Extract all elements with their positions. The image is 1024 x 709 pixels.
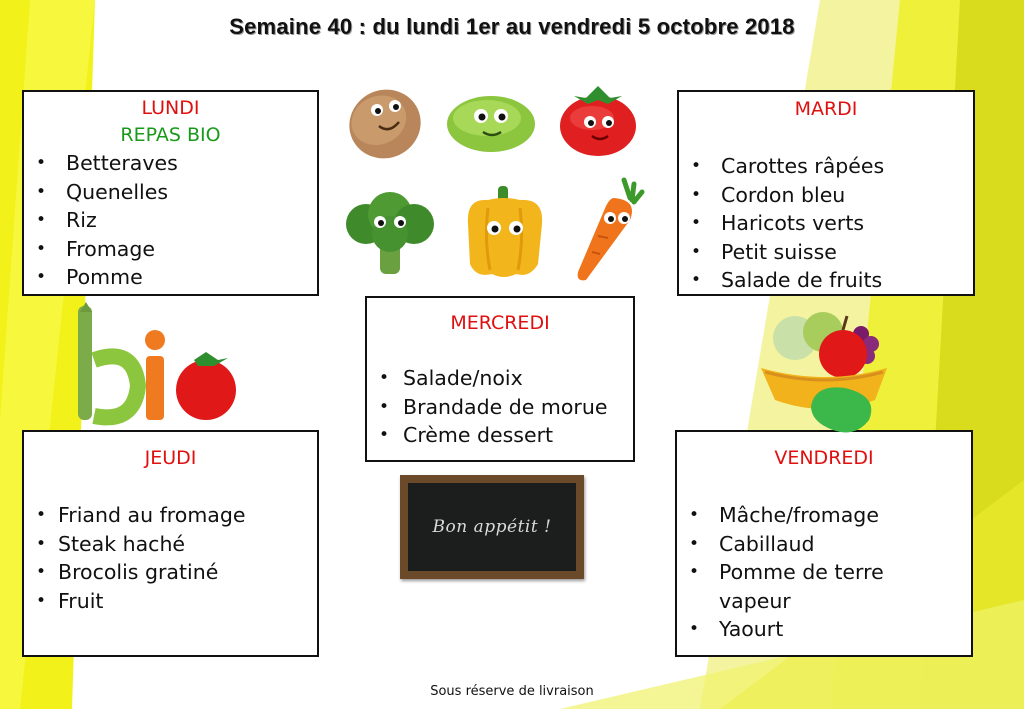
- chalkboard-text: Bon appétit !: [432, 517, 552, 537]
- vendredi-menu-list: [677, 501, 971, 644]
- list-item: • Betteraves: [24, 149, 317, 178]
- mardi-heading: MARDI: [794, 98, 858, 120]
- bio-vegetables-logo: [72, 300, 242, 426]
- list-item: • Fruit: [24, 587, 317, 616]
- list-item: • Cordon bleu: [679, 181, 973, 210]
- mercredi-heading: MERCREDI: [450, 312, 550, 334]
- jeudi-menu-list: [24, 501, 317, 615]
- list-item: • Mâche/fromage: [677, 501, 971, 530]
- lundi-note: REPAS BIO: [120, 124, 221, 146]
- page-title: Semaine 40 : du lundi 1er au vendredi 5 octobre 2018: [229, 14, 795, 39]
- lundi-menu-list: [24, 149, 317, 292]
- vendredi-heading: VENDREDI: [774, 447, 874, 469]
- jeudi-box: [22, 430, 319, 657]
- list-item: • Yaourt: [677, 615, 971, 644]
- list-item: • Haricots verts: [679, 209, 973, 238]
- mardi-menu-list: [679, 152, 973, 295]
- list-item: • Salade/noix: [367, 364, 633, 393]
- list-item: • Brocolis gratiné: [24, 558, 317, 587]
- jeudi-heading: JEUDI: [144, 447, 197, 469]
- lundi-box: [22, 90, 319, 296]
- list-item: • Crème dessert: [367, 421, 633, 450]
- list-item: • Friand au fromage: [24, 501, 317, 530]
- carrot-icon: [568, 176, 648, 284]
- footer-note: Sous réserve de livraison: [430, 684, 594, 699]
- list-item: • Quenelles: [24, 178, 317, 207]
- yellow-pepper-icon: [458, 184, 550, 280]
- broccoli-icon: [340, 190, 440, 278]
- list-item: • Brandade de morue: [367, 393, 633, 422]
- list-item: • Riz: [24, 206, 317, 235]
- lundi-heading: LUNDI: [141, 97, 200, 119]
- list-item: • Cabillaud: [677, 530, 971, 559]
- potato-icon: [345, 82, 425, 164]
- list-item: • Fromage: [24, 235, 317, 264]
- chalkboard: [400, 475, 584, 579]
- list-item: • Petit suisse: [679, 238, 973, 267]
- mardi-box: [677, 90, 975, 296]
- mercredi-menu-list: [367, 364, 633, 450]
- tomato-icon: [556, 82, 640, 158]
- chalkboard-surface: [408, 483, 576, 571]
- list-item: • Steak haché: [24, 530, 317, 559]
- vendredi-box: [675, 430, 973, 657]
- lime-icon: [443, 88, 539, 156]
- fruit-basket-icon: [755, 296, 895, 438]
- list-item: • Carottes râpées: [679, 152, 973, 181]
- mercredi-box: [365, 296, 635, 462]
- list-item: • Salade de fruits: [679, 266, 973, 295]
- list-item: • Pomme de terre vapeur: [677, 558, 899, 615]
- list-item: • Pomme: [24, 263, 317, 292]
